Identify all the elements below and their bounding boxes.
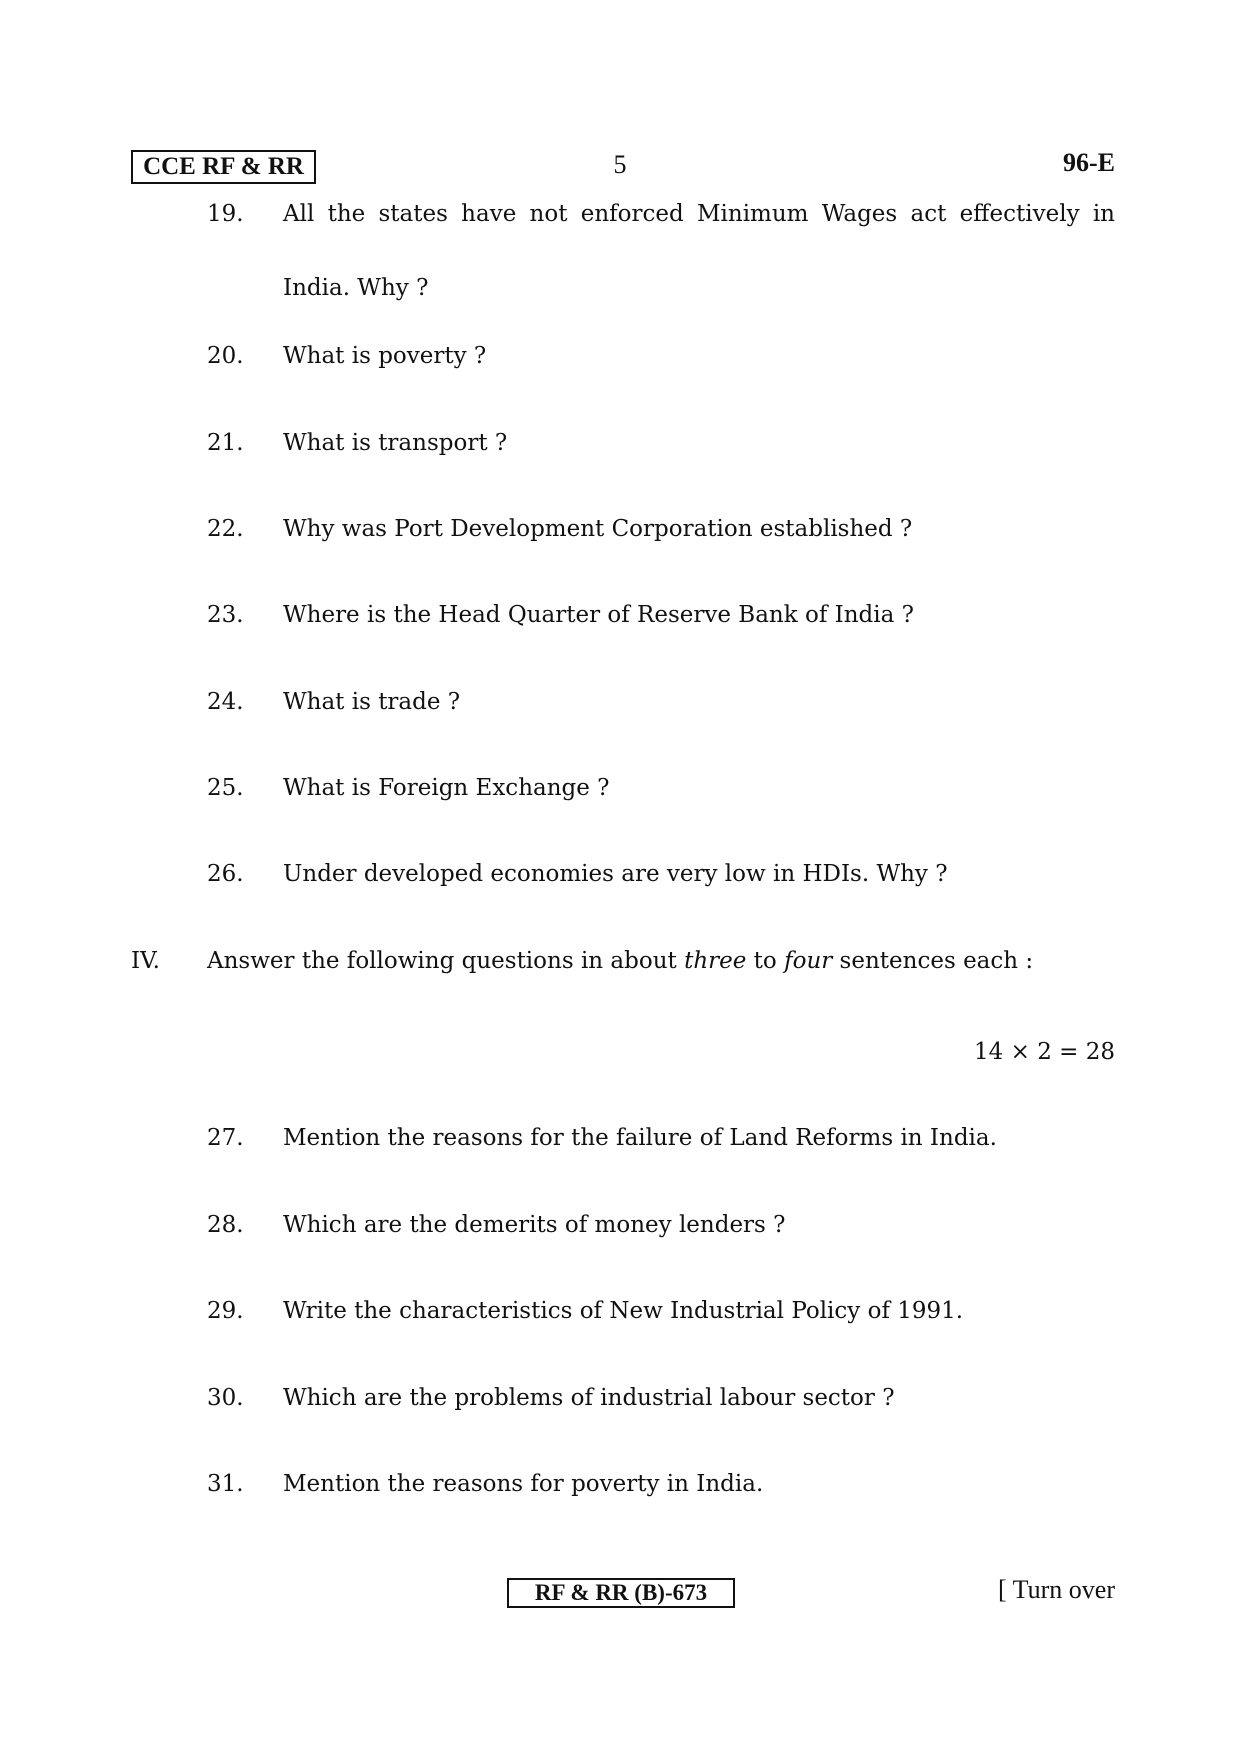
question-text: Mention the reasons for poverty in India.: [283, 1471, 764, 1497]
question-number: 27.: [207, 1125, 244, 1151]
question-text: Which are the problems of industrial labour sector ?: [283, 1385, 895, 1411]
question-text: What is poverty ?: [283, 343, 487, 369]
question-text-line-1: All the states have not enforced Minimum Wages act effectively in: [283, 201, 1115, 227]
paper-code: 96-E: [1063, 148, 1115, 177]
question-number: 20.: [207, 343, 244, 369]
question-text: What is trade ?: [283, 689, 461, 715]
section-marks: 14 × 2 = 28: [974, 1039, 1115, 1065]
instruction-part-2: to: [746, 948, 785, 974]
question-number: 21.: [207, 430, 244, 456]
question-text: Write the characteristics of New Industrial Policy of 1991.: [283, 1298, 964, 1324]
question-text: Under developed economies are very low in HDIs. Why ?: [283, 861, 948, 887]
header-code-box: CCE RF & RR: [131, 150, 316, 184]
question-text: What is transport ?: [283, 430, 508, 456]
footer-code-box: RF & RR (B)-673: [507, 1578, 735, 1608]
instruction-emphasis-four: four: [784, 948, 833, 974]
question-number: 31.: [207, 1471, 244, 1497]
question-number: 29.: [207, 1298, 244, 1324]
question-number: 24.: [207, 689, 244, 715]
instruction-emphasis-three: three: [684, 948, 747, 974]
question-text: [283, 198, 1115, 304]
section-instruction: [207, 945, 1033, 977]
instruction-part-1: Answer the following questions in about: [207, 948, 685, 974]
question-text: Why was Port Development Corporation established ?: [283, 516, 913, 542]
section-roman-numeral: IV.: [131, 948, 160, 974]
question-number: 19.: [207, 201, 244, 227]
instruction-part-3: sentences each :: [832, 948, 1034, 974]
question-text-line-2: India. Why ?: [283, 275, 429, 301]
question-number: 25.: [207, 775, 244, 801]
question-text: Mention the reasons for the failure of Land Reforms in India.: [283, 1125, 997, 1151]
question-number: 30.: [207, 1385, 244, 1411]
page-number: 5: [613, 150, 627, 179]
turn-over-note: [ Turn over: [997, 1575, 1115, 1604]
question-text: Where is the Head Quarter of Reserve Bank of India ?: [283, 602, 914, 628]
question-number: 26.: [207, 861, 244, 887]
question-number: 23.: [207, 602, 244, 628]
question-number: 22.: [207, 516, 244, 542]
question-text: What is Foreign Exchange ?: [283, 775, 610, 801]
question-number: 28.: [207, 1212, 244, 1238]
question-text: Which are the demerits of money lenders ?: [283, 1212, 786, 1238]
